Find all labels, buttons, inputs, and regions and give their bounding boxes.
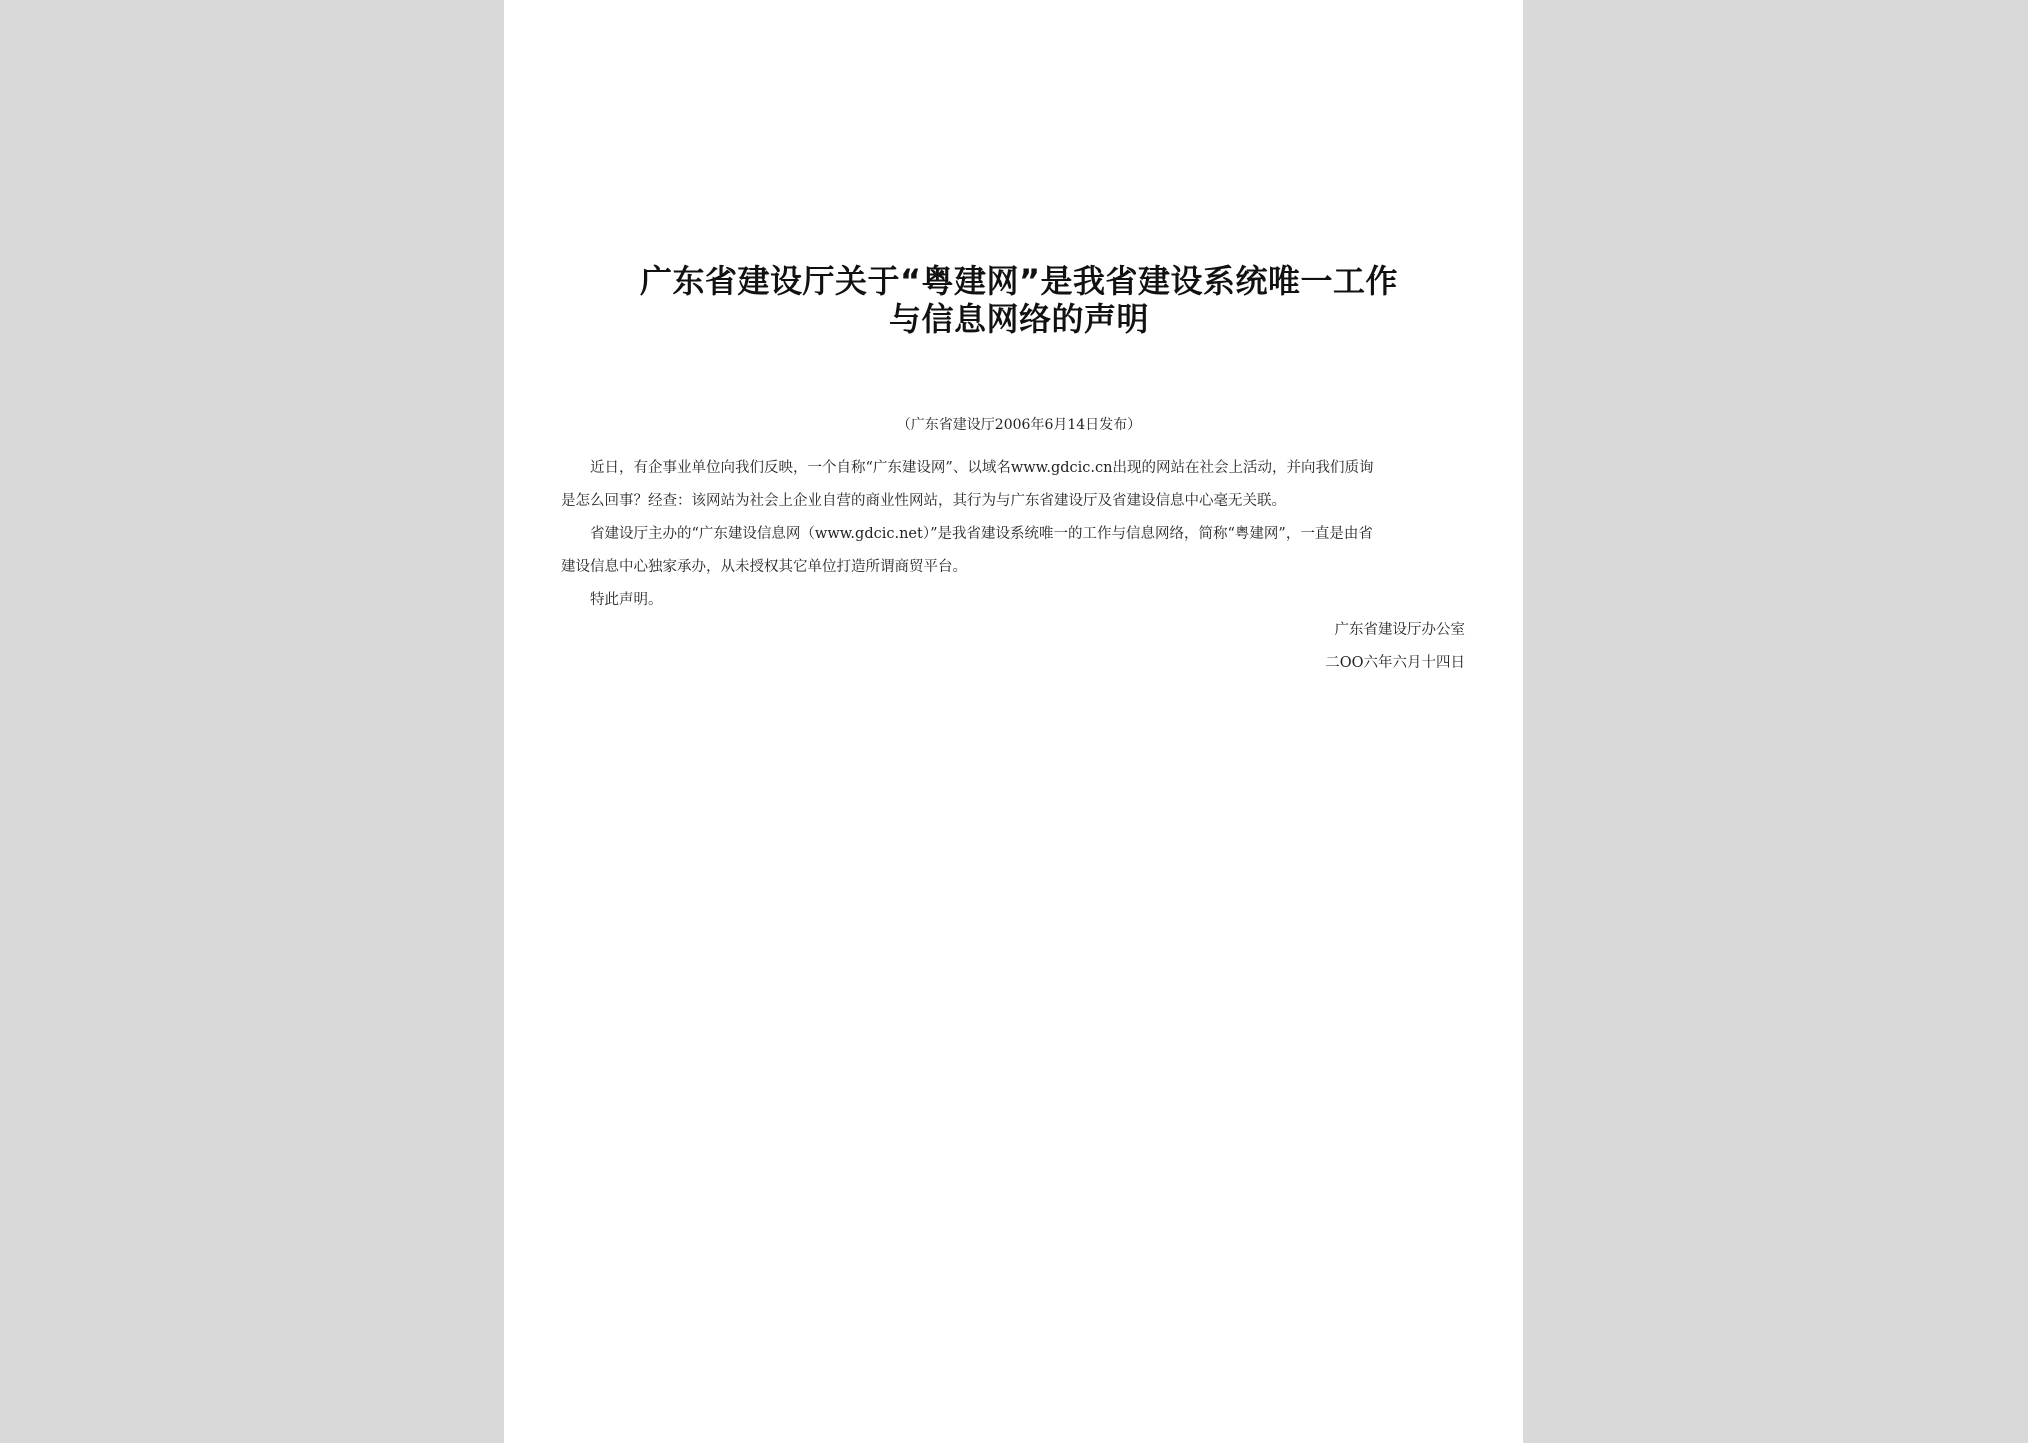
paragraph-1 — [561, 452, 1457, 518]
title-line-2: 与信息网络的声明 — [888, 300, 1149, 338]
title-line-1: 广东省建设厅关于“粤建网”是我省建设系统唯一工作 — [639, 262, 1399, 300]
signature-organization: 广东省建设厅办公室 — [1334, 622, 1465, 638]
paragraph-1-line-2: 是怎么回事？经查：该网站为社会上企业自营的商业性网站，其行为与广东省建设厅及省建设信息中心毫无关联。 — [561, 493, 1286, 509]
signature-date: 二OO六年六月十四日 — [1325, 655, 1465, 671]
document-page — [504, 0, 1523, 1443]
paragraph-1-line-1: 近日，有企事业单位向我们反映，一个自称“广东建设网”、以域名www.gdcic.cn出现的网站在社会上活动，并向我们质询 — [590, 460, 1374, 476]
paragraph-3 — [561, 584, 1457, 617]
paragraph-3-line-1: 特此声明。 — [590, 592, 663, 608]
document-title — [594, 262, 1444, 338]
paragraph-2 — [561, 518, 1457, 584]
paragraph-2-line-2: 建设信息中心独家承办，从未授权其它单位打造所谓商贸平台。 — [561, 559, 967, 575]
publication-note: （广东省建设厅2006年6月14日发布） — [896, 417, 1142, 433]
paragraph-2-line-1: 省建设厅主办的“广东建设信息网（www.gdcic.net）”是我省建设系统唯一的工作与信息网络，简称“粤建网”，一直是由省 — [590, 526, 1373, 542]
document-body — [561, 452, 1457, 617]
